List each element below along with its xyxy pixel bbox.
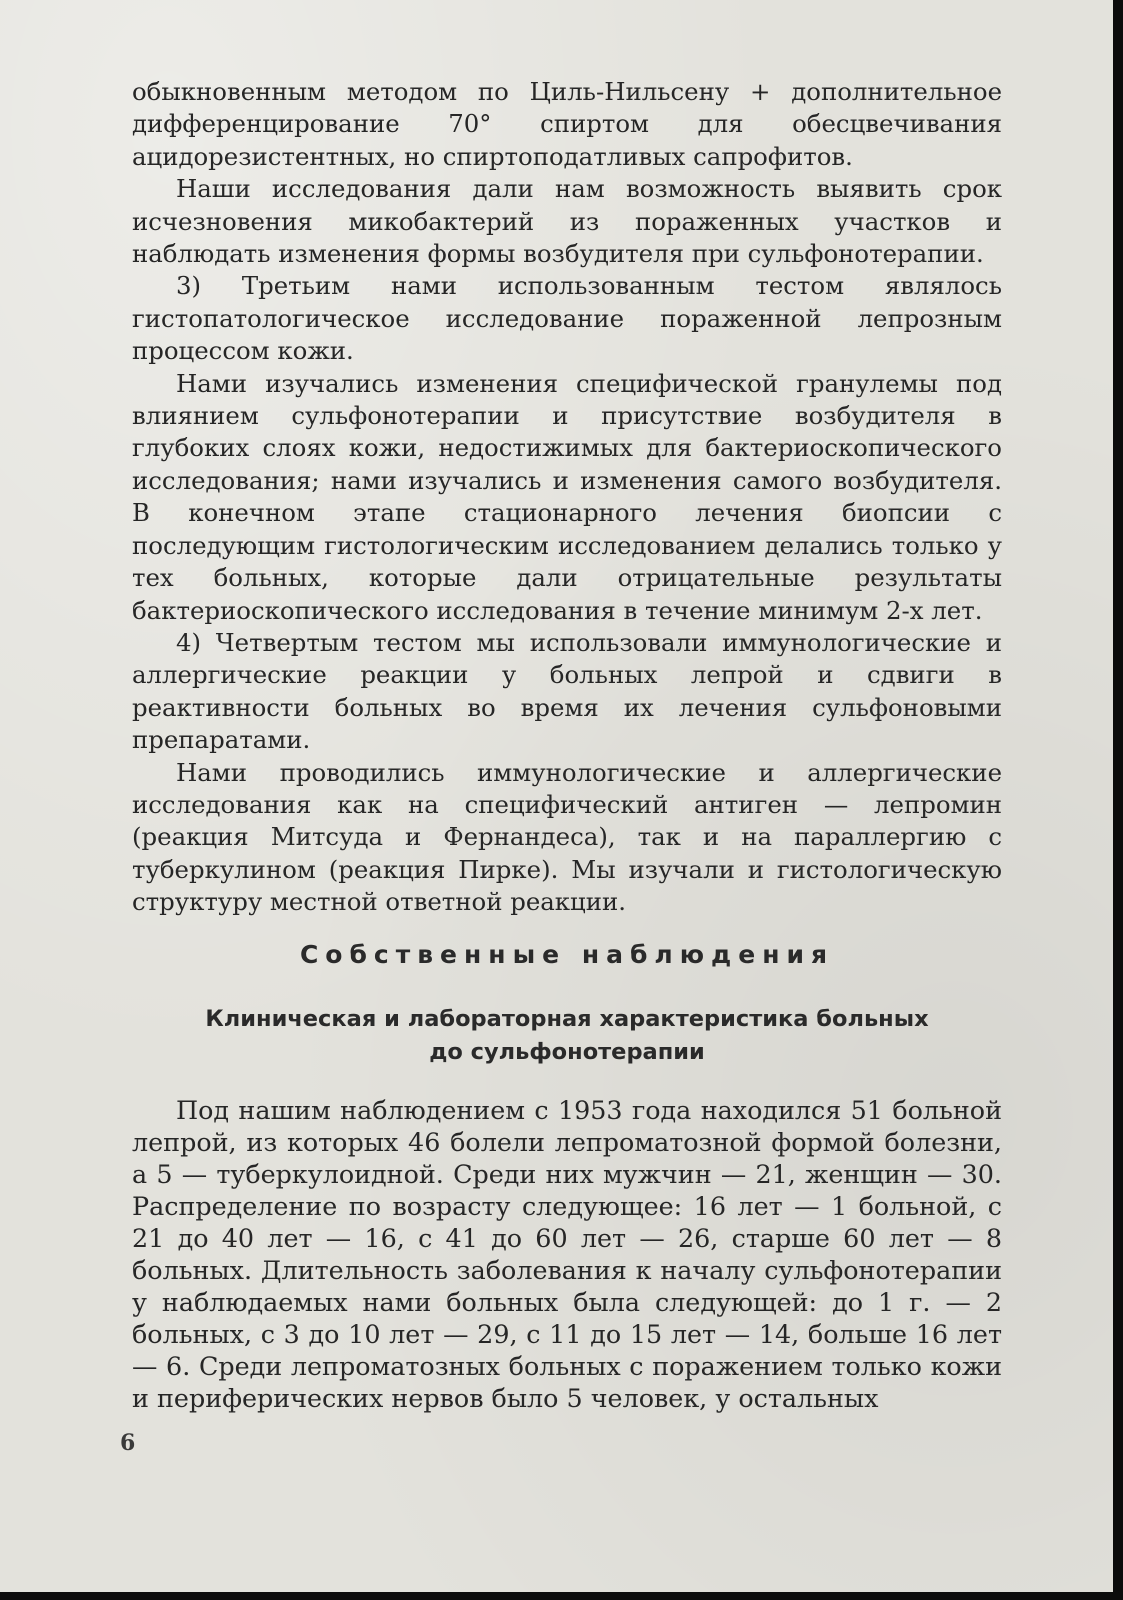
scan-edge-right: [1113, 0, 1123, 1600]
section-heading: Собственные наблюдения: [299, 940, 835, 969]
paragraph-third-test: 3) Третьим нами использованным тестом являлось гистопатологическое исследование пораженной лепрозным процессом кожи.: [132, 271, 1002, 366]
paragraph-granuloma-study: Нами изучались изменения специфической гранулемы под влиянием сульфонотерапии и присутствие возбудителя в глубоких слоях кожи, недостижимых для бактериоскопического исследования; нами изучались и изменения самого возбудителя. В конечном этапе стационарного лечения биопсии с последующим гистологическим исследованием делались только у тех больных, которые дали отрицательные результаты бактериоскопического исследования в течение минимум 2-х лет.: [132, 368, 1002, 625]
body-text-top: [132, 76, 1002, 919]
sub-heading-line-1: Клиническая и лабораторная характеристика больных: [205, 1006, 929, 1032]
paragraph-immunology: Нами проводились иммунологические и аллергические исследования как на специфический антиген — лепромин (реакция Митсуда и Фернандеса), так и на параллергию с туберкулином (реакция Пирке). Мы изучали и гистологическую структуру местной ответной реакции.: [132, 757, 1002, 917]
body-text-bottom: [132, 1094, 1002, 1414]
paragraph-continuation: обыкновенным методом по Циль-Нильсену + дополнительное дифференцирование 70° спиртом для обесцвечивания ацидорезистентных, но спиртоподатливых сапрофитов.: [132, 77, 1002, 171]
page-number: 6: [120, 1430, 136, 1456]
sub-heading: [132, 1003, 1002, 1069]
scan-edge-bottom: [0, 1592, 1123, 1600]
sub-heading-line-2: до сульфонотерапии: [429, 1039, 705, 1065]
paragraph-fourth-test: 4) Четвертым тестом мы использовали иммунологические и аллергические реакции у больных лепрой и сдвиги в реактивности больных во время их лечения сульфоновыми препаратами.: [132, 627, 1002, 755]
paragraph-research-results: Наши исследования дали нам возможность выявить срок исчезновения микобактерий из пораженных участков и наблюдать изменения формы возбудителя при сульфонотерапии.: [132, 174, 1002, 269]
paragraph-patient-statistics: Под нашим наблюдением с 1953 года находился 51 больной лепрой, из которых 46 болели лепроматозной формой болезни, а 5 — туберкулоидной. Среди них мужчин — 21, женщин — 30. Распределение по возрасту следующее: 16 лет — 1 больной, с 21 до 40 лет — 16, с 41 до 60 лет — 26, старше 60 лет — 8 больных. Длительность заболевания к началу сульфонотерапии у наблюдаемых нами больных была следующей: до 1 г. — 2 больных, с 3 до 10 лет — 29, с 11 до 15 лет — 14, больше 16 лет — 6. Среди лепроматозных больных с поражением только кожи и периферических нервов было 5 человек, у остальных: [132, 1095, 1002, 1413]
